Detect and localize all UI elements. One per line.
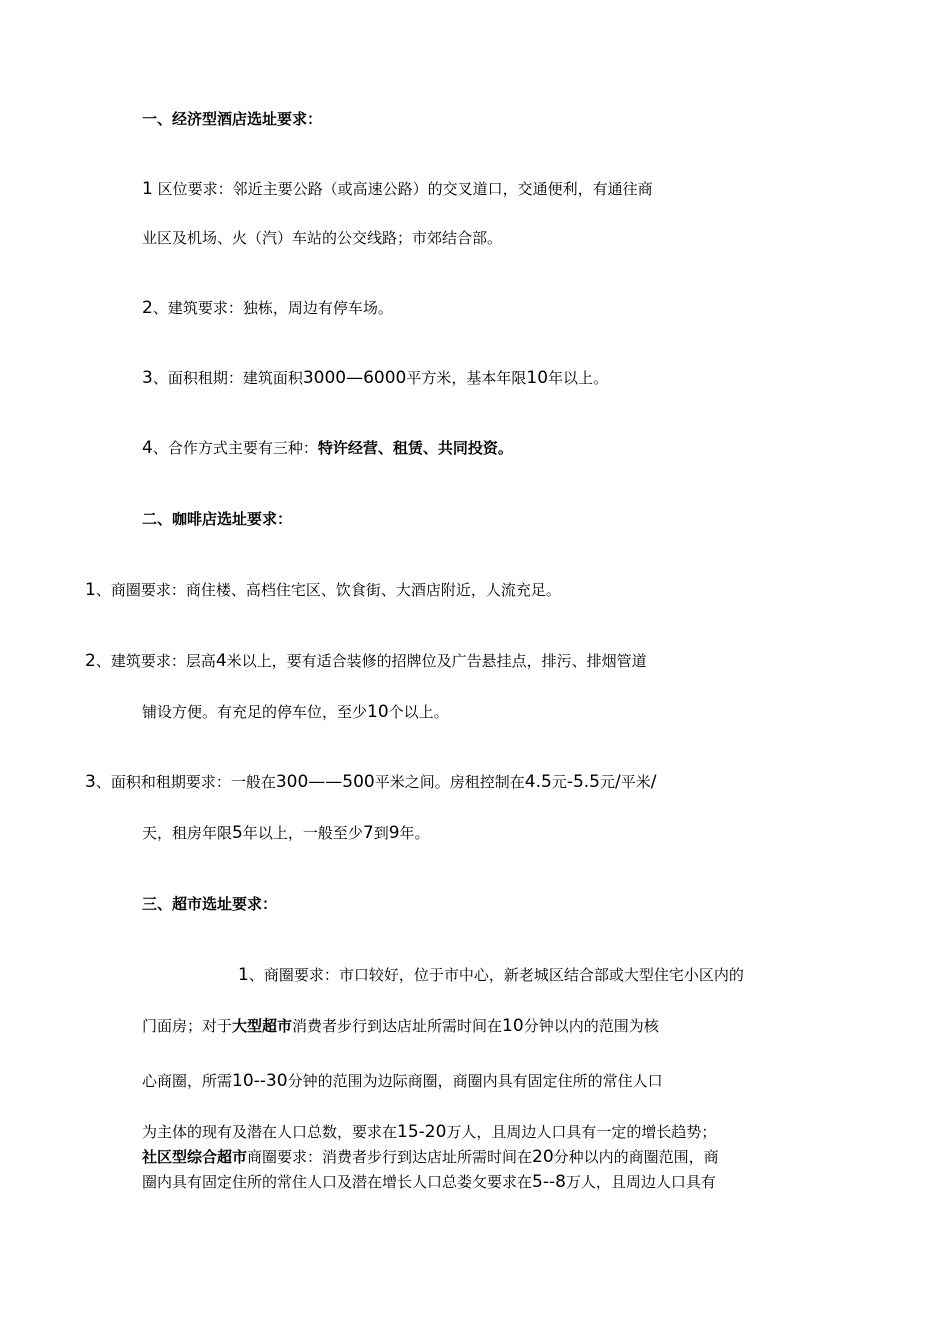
item-text: 分钟以内的范围为核 [523, 1017, 659, 1035]
item-text: 元 [600, 773, 616, 791]
community-supermarket: 社区型综合超市 [142, 1148, 248, 1166]
large-supermarket: 大型超市 [232, 1017, 293, 1035]
item-number: 4 [142, 438, 153, 458]
item-text: 万人，且周边人口具有一定的增长趋势； [446, 1123, 717, 1141]
rent-high: -5.5 [566, 772, 600, 792]
item-text: 消费者步行到达店址所需时间在 [292, 1017, 503, 1035]
item-number: 1 [85, 580, 96, 600]
walk-minutes: 10 [502, 1016, 524, 1036]
item-text: 、合作方式主要有三种： [152, 439, 318, 457]
area-range: 300——500 [275, 772, 375, 792]
item-number: 1 [238, 965, 249, 985]
section3-item1-line5 [142, 1147, 719, 1167]
item-text: 铺设方便。有充足的停车位，至少 [142, 703, 368, 721]
section2-item2-line2 [142, 702, 449, 722]
item-text: 平米 [620, 773, 651, 791]
walk-minutes: 20 [532, 1147, 554, 1167]
item-text: 天，租房年限 [142, 824, 233, 842]
item-text: 心商圈，所需 [142, 1072, 233, 1090]
item-text: 米以上，要有适合装修的招牌位及广告悬挂点，排污、排烟管道 [226, 652, 647, 670]
area-range: 3000—6000 [302, 368, 407, 388]
section1-item1-line2: 业区及机场、火（汽）车站的公交线路；市郊结合部。 [142, 229, 503, 247]
item-text: 圈内具有固定住所的常住人口及潜在增长人口总娄攵要求在 [142, 1173, 533, 1191]
population-range: 15-20 [397, 1122, 447, 1142]
lease-years: 10 [526, 368, 549, 388]
item-text: 商圈要求：消费者步行到达店址所需时间在 [247, 1148, 533, 1166]
item-text: 门面房；对于 [142, 1017, 233, 1035]
item-number: 2 [85, 651, 96, 671]
section3-item1-line1 [238, 965, 744, 985]
item-text: 分种以内的商圈范围，商 [553, 1148, 719, 1166]
slash: / [615, 772, 621, 792]
item-text: 、建筑要求：层高 [95, 652, 216, 670]
section2-item3-line1 [85, 772, 657, 792]
section2-heading: 二、咖啡店选址要求： [142, 510, 293, 528]
section1-item2 [142, 298, 393, 318]
item-text: 年以上，一般至少 [242, 824, 363, 842]
lease-min: 5 [232, 823, 243, 843]
section3-item1-line3 [142, 1071, 663, 1091]
item-number: 3 [85, 772, 96, 792]
population-range: 5--8 [532, 1172, 566, 1192]
slash: / [650, 772, 657, 792]
item-number: 3 [142, 368, 153, 388]
lease-range-low: 7 [362, 823, 374, 843]
section1-item3 [142, 368, 608, 388]
section2-item1 [85, 580, 561, 600]
item-text: 平米之间。房租控制在 [374, 773, 525, 791]
item-text: 年。 [399, 824, 430, 842]
item-text: 、建筑要求：独栋，周边有停车场。 [152, 299, 393, 317]
item-text: 元 [551, 773, 567, 791]
parking-count: 10 [367, 702, 389, 722]
section2-item3-line2 [142, 823, 430, 843]
item-text: 个以上。 [388, 703, 449, 721]
item-text: 为主体的现有及潜在人口总数，要求在 [142, 1123, 398, 1141]
item-number: 1 [142, 179, 153, 199]
item-number: 2 [142, 298, 153, 318]
lease-range-high: 9 [388, 823, 400, 843]
item-text: 平方米，基本年限 [406, 369, 527, 387]
item-text: 、面积租期：建筑面积 [152, 369, 303, 387]
item-text: 、商圈要求：市口较好，位于市中心，新老城区结合部或大型住宅小区内的 [248, 966, 744, 984]
section1-heading: 一、经济型酒店选址要求： [142, 110, 323, 128]
item-text: 到 [373, 824, 389, 842]
item-text: 分钟的范围为边际商圈，商圈内具有固定住所的常住人口 [287, 1072, 663, 1090]
section2-item2-line1 [85, 651, 647, 671]
rent-low: 4.5 [524, 772, 552, 792]
item-text: 区位要求：邻近主要公路（或高速公路）的交叉道口，交通便利，有通往商 [157, 180, 653, 198]
cooperation-modes: 特许经营、租赁、共同投资。 [317, 439, 513, 457]
section3-item1-line6 [142, 1172, 716, 1192]
item-text: 、商圈要求：商住楼、高档住宅区、饮食街、大酒店附近，人流充足。 [95, 581, 561, 599]
section3-item1-line4 [142, 1122, 716, 1142]
item-text: 万人，且周边人口具有 [565, 1173, 716, 1191]
section1-item4 [142, 438, 513, 458]
section3-item1-line2 [142, 1016, 659, 1036]
section1-item1-line1 [142, 179, 653, 199]
section3-heading: 三、超市选址要求： [142, 895, 278, 913]
item-text: 、面积和租期要求：一般在 [95, 773, 276, 791]
walk-minutes-range: 10--30 [232, 1071, 288, 1091]
floor-height: 4 [215, 651, 227, 671]
item-text: 年以上。 [548, 369, 609, 387]
